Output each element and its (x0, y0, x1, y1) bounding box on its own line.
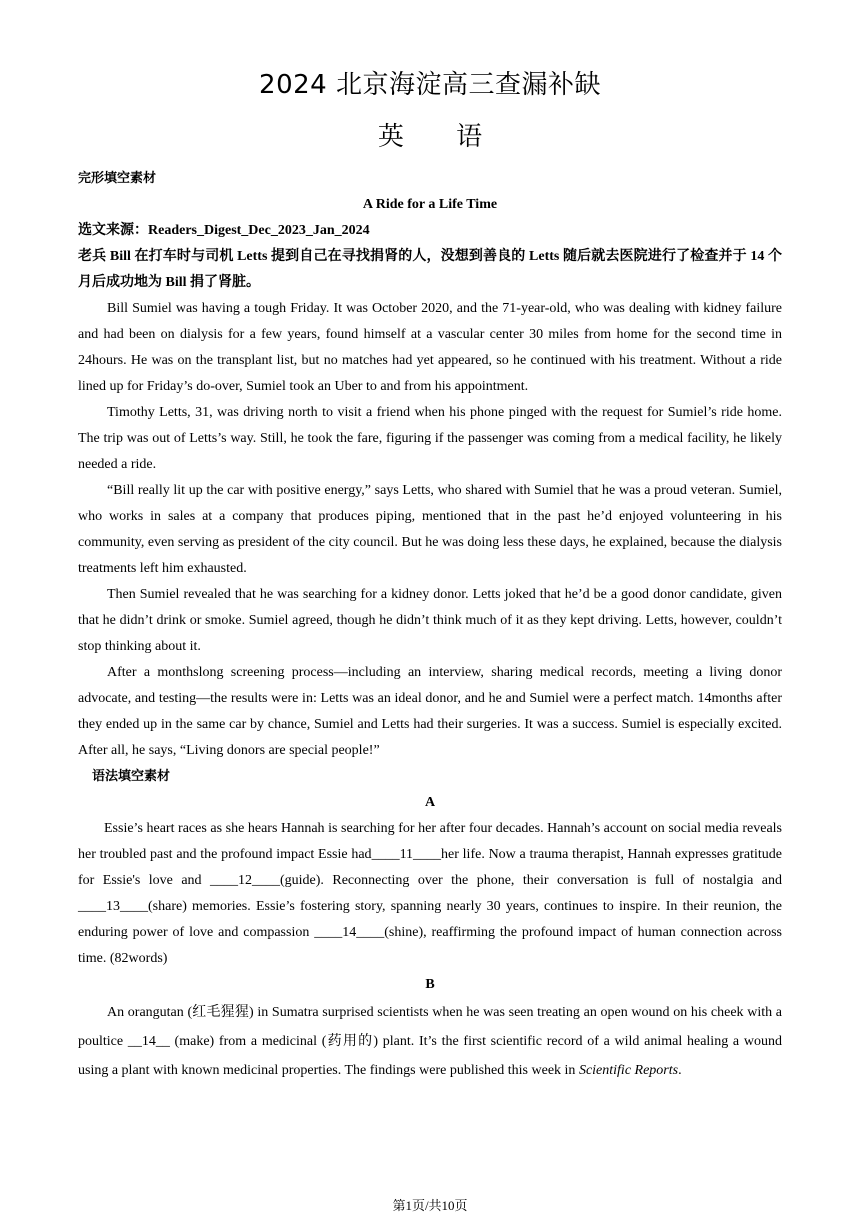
blank-12: ____12____ (210, 873, 280, 888)
cloze-section-label: 完形填空素材 (78, 171, 157, 186)
blank-13: ____13____ (78, 899, 148, 914)
passage-a-text: (shine), reaffirming the profound impact of human connection across time. (82words) (78, 925, 782, 966)
blank-11: ____11____ (371, 847, 442, 862)
cloze-paragraph: “Bill really lit up the car with positive energy,” says Letts, who shared with Sumiel that he was a proud veteran. Sumiel, who works in sales at a company that produces piping, mentioned that in the past he’d enjoyed volunteering in his community, even serving as president of the city council. But he was doing less these days, he explained, because the dialysis treatments left him exhausted. (78, 483, 782, 576)
passage-b (78, 998, 782, 1085)
grammar-section-label: 语法填空素材 (92, 769, 171, 784)
subject-heading: 英 语 (377, 122, 483, 152)
article-title: A Ride for a Life Time (362, 197, 498, 212)
cloze-paragraph: After a monthslong screening process—including an interview, sharing medical records, meeting a living donor advocate, and testing—the results were in: Letts was an ideal donor, and he and Sumiel were a perfect match. 14months after they ended up in the same car by chance, Sumiel and Letts had their surgeries. It was a success. Sumiel is especially excited. After all, he says, “Living donors are special people!” (78, 665, 782, 758)
passage-b-text: . (678, 1063, 682, 1078)
passage-b-label: B (425, 977, 435, 992)
page-number: 第1页/共10页 (392, 1198, 468, 1213)
passage-a-label: A (424, 795, 436, 810)
cloze-paragraph: Then Sumiel revealed that he was searching for a kidney donor. Letts joked that he’d be a good donor candidate, given that he didn’t drink or smoke. Sumiel agreed, though he didn’t think much of it as they kept driving. Letts, however, couldn’t stop thinking about it. (78, 587, 782, 654)
page-title: 2024 北京海淀高三查漏补缺 (259, 70, 601, 100)
passage-a-text: her life. Now a trauma therapist, Hannah expresses gratitude for Essie's love and (78, 847, 782, 888)
blank-14-b: __14__ (127, 1034, 170, 1049)
blank-14: ____14____ (314, 925, 385, 940)
cloze-paragraph: Bill Sumiel was having a tough Friday. It was October 2020, and the 71-year-old, who was dealing with kidney failure and had been on dialysis for a few years, found himself at a vascular center 30 miles from home for the second time in 24hours. He was on the transplant list, but no matches had yet appeared, so he continued with his treatment. Without a ride lined up for Friday’s do-over, Sumiel took an Uber to and from his appointment. (78, 301, 782, 394)
passage-a (78, 816, 782, 972)
passage-a-text: (guide). Reconnecting over the phone, their conversation is full of nostalgia and (280, 873, 782, 888)
journal-name: Scientific Reports (578, 1063, 679, 1078)
passage-a-text: (share) memories. Essie’s fostering story, spanning nearly 30 years, continues to inspire. In their reunion, the enduring power of love and compassion (78, 899, 782, 940)
cloze-paragraph: Timothy Letts, 31, was driving north to visit a friend when his phone pinged with the request for Sumiel’s ride home. The trip was out of Letts’s way. Still, he took the fare, figuring if the passenger was coming from a medical facility, he likely needed a ride. (78, 405, 782, 472)
document-body (78, 166, 782, 1085)
article-source: 选文来源：Readers_Digest_Dec_2023_Jan_2024 (78, 223, 370, 238)
article-summary: 老兵 Bill 在打车时与司机 Letts 提到自己在寻找捐肾的人，没想到善良的 Letts 随后就去医院进行了检查并于 14 个月后成功地为 Bill 捐了肾脏。 (78, 249, 782, 290)
passage-b-text: (make) from a medicinal (药用的) plant. It’s the first scientific record of a wild animal healing a wound using a plant with known medicinal properties. The findings were published this week in (78, 1034, 782, 1078)
passage-b-text: An orangutan (红毛猩猩) in Sumatra surprised scientists when he was seen treating an open wound on his cheek with a poultice (78, 1005, 782, 1049)
passage-a-text: Essie’s heart races as she hears Hannah is searching for her after four decades. Hannah’s account on social media reveals her troubled past and the profound impact Essie had (78, 821, 782, 862)
